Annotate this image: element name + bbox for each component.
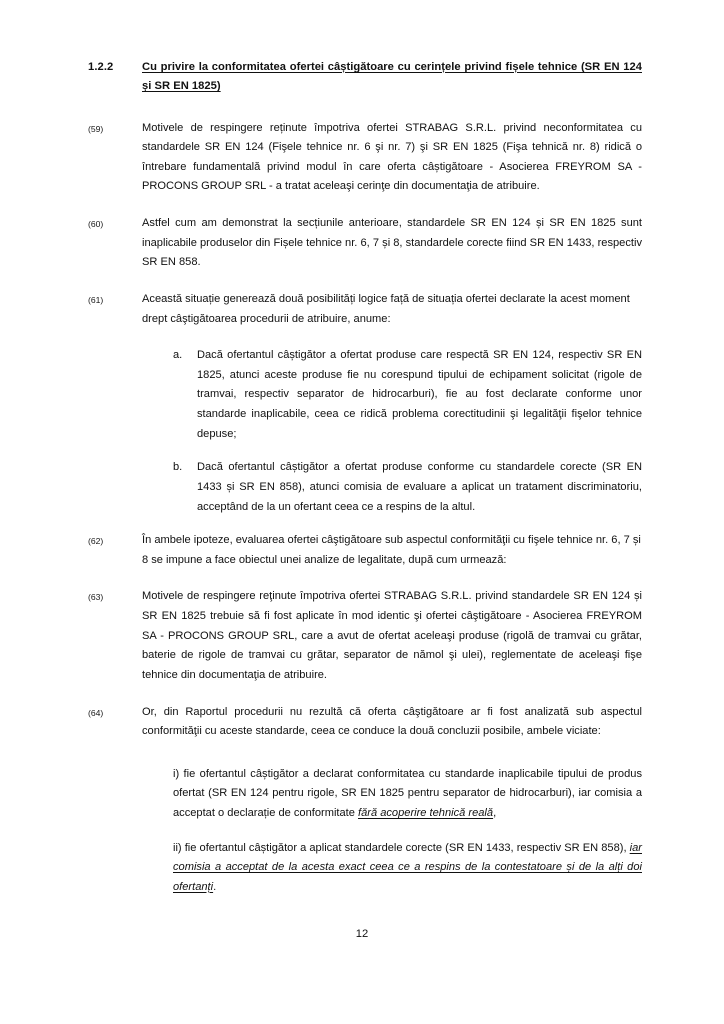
paragraph-text: În ambele ipoteze, evaluarea ofertei câştigătoare sub aspectul conformităţii cu fişele tehnice nr. 6, 7 și 8 se impune a face obiectul unei analize de legalitate, după cum urmează: <box>142 534 641 566</box>
roman-paragraph-ii-plain-before: ii) fie ofertantul câștigător a aplicat standardele corecte (SR EN 1433, respectiv SR EN 858), <box>173 841 630 854</box>
section-heading <box>88 58 642 97</box>
paragraph-text: Astfel cum am demonstrat la secțiunile anterioare, standardele SR EN 124 și SR EN 1825 sunt inaplicabile produselor din Fișele tehnice nr. 6, 7 și 8, standardele corecte fiind SR EN 1433, respectiv SR EN 858. <box>142 217 642 269</box>
roman-paragraph-i-emphasis: fără acoperire tehnică reală <box>358 807 494 820</box>
numbered-paragraph <box>88 214 642 273</box>
section-heading-text: Cu privire la conformitatea ofertei câștigătoare cu cerințele privind fișele tehnice (SR EN 124 și SR EN 1825) <box>142 61 642 93</box>
numbered-paragraph <box>88 290 642 329</box>
roman-paragraph-i-plain-before: i) fie ofertantul câștigător a declarat conformitatea cu standarde inaplicabile tipului de produs ofertat (SR EN 124 pentru rigole, SR EN 1825 pentru separator de hidrocarburi), iar comisia a acceptat o declarație de conformitate <box>173 767 642 820</box>
list-item-text: Dacă ofertantul câștigător a ofertat produse conforme cu standardele corecte (SR EN 1433 și SR EN 858), atunci comisia de evaluare a aplicat un tratament discriminatoriu, acceptând de la un ofertant ceea ce a respins de la altul. <box>197 461 642 513</box>
section-heading-number: 1.2.2 <box>88 61 114 73</box>
paragraph-number: (64) <box>88 707 104 718</box>
list-item-marker: a. <box>173 349 183 362</box>
roman-paragraph-i-plain-after: , <box>493 807 497 820</box>
document-body <box>88 58 642 913</box>
numbered-paragraph <box>88 119 642 198</box>
paragraph-text: Această situație generează două posibilități logice față de situația ofertei declarate la acest moment drept câştigătoarea procedurii de atribuire, anume: <box>142 292 630 325</box>
list-item-text: Dacă ofertantul câștigător a ofertat produse care respectă SR EN 124, respectiv SR EN 1825, atunci aceste produse fie nu corespund tipului de echipament solicitat (rigole de tramvai, respectiv separator de hidrocarburi), fie au fost declarate conforme unor standarde inaplicabile, ceea ce ridică problema corectitudinii şi legalităţii fişelor tehnice depuse; <box>197 349 642 440</box>
roman-paragraph-ii-emphasis: iar comisia a acceptat de la acesta exact ceea ce a respins de la contestatoare și de la alți doi ofertanți <box>173 841 642 893</box>
page-footer <box>0 928 724 940</box>
roman-paragraph-ii-plain-after: . <box>213 880 217 893</box>
paragraph-text: Motivele de respingere reţinute împotriva ofertei STRABAG S.R.L. privind standardele SR EN 124 și SR EN 1825 trebuie să fi fost aplicate în mod identic şi ofertei câştigătoare - Asocierea FREYROM SA - PROCONS GROUP SRL, care a avut de ofertat aceleaşi produse (rigolă de tramvai cu grătar, baterie de rigole de tramvai cu grătar, separator de nămol şi ulei), reglementate de aceleaşi fişe tehnice din documentaţia de atribuire. <box>142 590 642 681</box>
lettered-sublist <box>88 346 642 517</box>
list-item-marker: b. <box>173 461 183 474</box>
paragraph-text: Or, din Raportul procedurii nu rezultă că oferta câştigătoare ar fi fost analizată sub aspectul conformităţii cu aceste standarde, ceea ce conduce la două concluzii posibile, ambele viciate: <box>142 705 642 738</box>
paragraph-number: (60) <box>88 219 104 230</box>
list-item <box>173 346 642 444</box>
paragraph-number: (63) <box>88 592 104 603</box>
list-item <box>173 458 642 517</box>
paragraph-number: (59) <box>88 123 104 134</box>
numbered-paragraph <box>88 703 642 742</box>
roman-paragraph-i <box>173 765 642 824</box>
paragraph-text: Motivele de respingere reținute împotriva ofertei STRABAG S.R.L. privind neconformitatea cu standardele SR EN 124 (Fişele tehnice nr. 6 şi nr. 7) şi SR EN 1825 (Fişa tehnică nr. 8) ridică o întrebare fundamentală privind modul în care oferta câștigătoare - Asocierea FREYROM SA - PROCONS GROUP SRL - a tratat aceleaşi cerinţe din documentaţia de atribuire. <box>142 121 642 193</box>
paragraph-number: (62) <box>88 536 104 547</box>
paragraph-number: (61) <box>88 294 104 305</box>
roman-paragraph-ii <box>173 839 642 898</box>
numbered-paragraph <box>88 531 642 570</box>
page-number: 12 <box>355 928 369 940</box>
numbered-paragraph <box>88 587 642 685</box>
